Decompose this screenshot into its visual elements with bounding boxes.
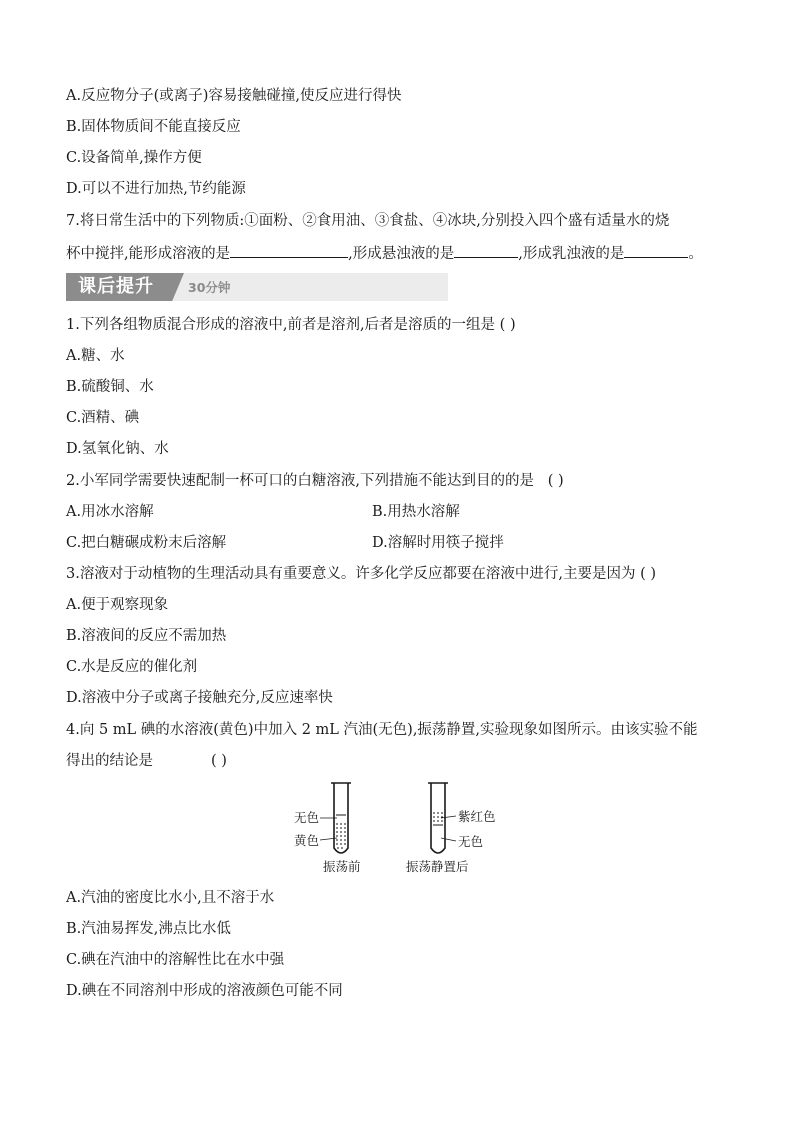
q1-stem bbox=[66, 315, 516, 335]
q2-option-c: C.把白糖碾成粉末后溶解 bbox=[66, 535, 227, 551]
left-top-label: 无色 bbox=[294, 810, 320, 825]
q7-text-part2: ,形成悬浊液的是 bbox=[348, 246, 455, 262]
q7-blank-solution[interactable] bbox=[230, 243, 348, 258]
q4-option-a: A.汽油的密度比水小,且不溶于水 bbox=[66, 890, 275, 906]
q4-stem-line1: 4.向 5 mL 碘的水溶液(黄色)中加入 2 mL 汽油(无色),振荡静置,实验现象如图所示。由该实验不能 bbox=[66, 722, 698, 738]
section-time: 30分钟 bbox=[188, 280, 231, 295]
q3-stem bbox=[66, 564, 656, 584]
q1-option-d: D.氢氧化钠、水 bbox=[66, 441, 169, 457]
q3-option-d: D.溶液中分子或离子接触充分,反应速率快 bbox=[66, 690, 333, 706]
q7-blank-suspension[interactable] bbox=[454, 243, 518, 258]
q4-stem-text: 得出的结论是 bbox=[66, 753, 153, 769]
q6-option-b: B.固体物质间不能直接反应 bbox=[66, 119, 241, 135]
q1-option-a: A.糖、水 bbox=[66, 348, 125, 364]
q2-option-a: A.用冰水溶解 bbox=[66, 504, 154, 520]
q4-option-b: B.汽油易挥发,沸点比水低 bbox=[66, 921, 231, 937]
section-title: 课后提升 bbox=[78, 276, 154, 297]
q7-text-part1: 杯中搅拌,能形成溶液的是 bbox=[66, 246, 231, 262]
q2-stem-text: 2.小军同学需要快速配制一杯可口的白糖溶液,下列措施不能达到目的的是 bbox=[66, 473, 534, 489]
q7-stem-line1: 7.将日常生活中的下列物质:①面粉、②食用油、③食盐、④冰块,分别投入四个盛有适量水的烧 bbox=[66, 213, 670, 229]
q1-stem-text: 1.下列各组物质混合形成的溶液中,前者是溶剂,后者是溶质的一组是 bbox=[66, 317, 496, 333]
q3-option-a: A.便于观察现象 bbox=[66, 597, 169, 613]
q2-option-b: B.用热水溶解 bbox=[372, 504, 460, 520]
q1-option-c: C.酒精、碘 bbox=[66, 410, 140, 426]
right-caption: 振荡静置后 bbox=[406, 859, 469, 874]
left-bottom-label: 黄色 bbox=[294, 833, 320, 848]
q4-answer-bracket[interactable]: ( ) bbox=[211, 753, 227, 769]
q2-option-d: D.溶解时用筷子搅拌 bbox=[372, 535, 504, 551]
q3-option-c: C.水是反应的催化剂 bbox=[66, 659, 198, 675]
q7-end-mark: 。 bbox=[688, 246, 703, 262]
q3-option-b: B.溶液间的反应不需加热 bbox=[66, 628, 227, 644]
q1-option-b: B.硫酸铜、水 bbox=[66, 379, 154, 395]
q6-option-c: C.设备简单,操作方便 bbox=[66, 150, 202, 166]
q4-test-tube-figure bbox=[290, 778, 510, 878]
q1-answer-bracket[interactable]: ( ) bbox=[499, 317, 516, 333]
q2-answer-bracket[interactable]: ( ) bbox=[547, 473, 564, 489]
q7-blank-emulsion[interactable] bbox=[624, 243, 688, 258]
left-caption: 振荡前 bbox=[323, 859, 361, 874]
right-top-label: 紫红色 bbox=[458, 809, 496, 824]
q4-option-c: C.碘在汽油中的溶解性比在水中强 bbox=[66, 952, 285, 968]
q7-stem-line2 bbox=[66, 243, 703, 264]
q3-stem-text: 3.溶液对于动植物的生理活动具有重要意义。许多化学反应都要在溶液中进行,主要是因为 bbox=[66, 566, 636, 582]
q3-answer-bracket[interactable]: ( ) bbox=[640, 566, 656, 582]
q4-stem-line2 bbox=[66, 751, 227, 771]
q4-option-d: D.碘在不同溶剂中形成的溶液颜色可能不同 bbox=[66, 983, 343, 999]
q2-stem bbox=[66, 471, 564, 491]
right-bottom-label: 无色 bbox=[458, 834, 484, 849]
right-test-tube bbox=[428, 783, 456, 853]
left-test-tube bbox=[320, 783, 351, 853]
q6-option-d: D.可以不进行加热,节约能源 bbox=[66, 181, 246, 197]
q7-text-part3: ,形成乳浊液的是 bbox=[518, 246, 625, 262]
q6-option-a: A.反应物分子(或离子)容易接触碰撞,使反应进行得快 bbox=[66, 88, 402, 104]
